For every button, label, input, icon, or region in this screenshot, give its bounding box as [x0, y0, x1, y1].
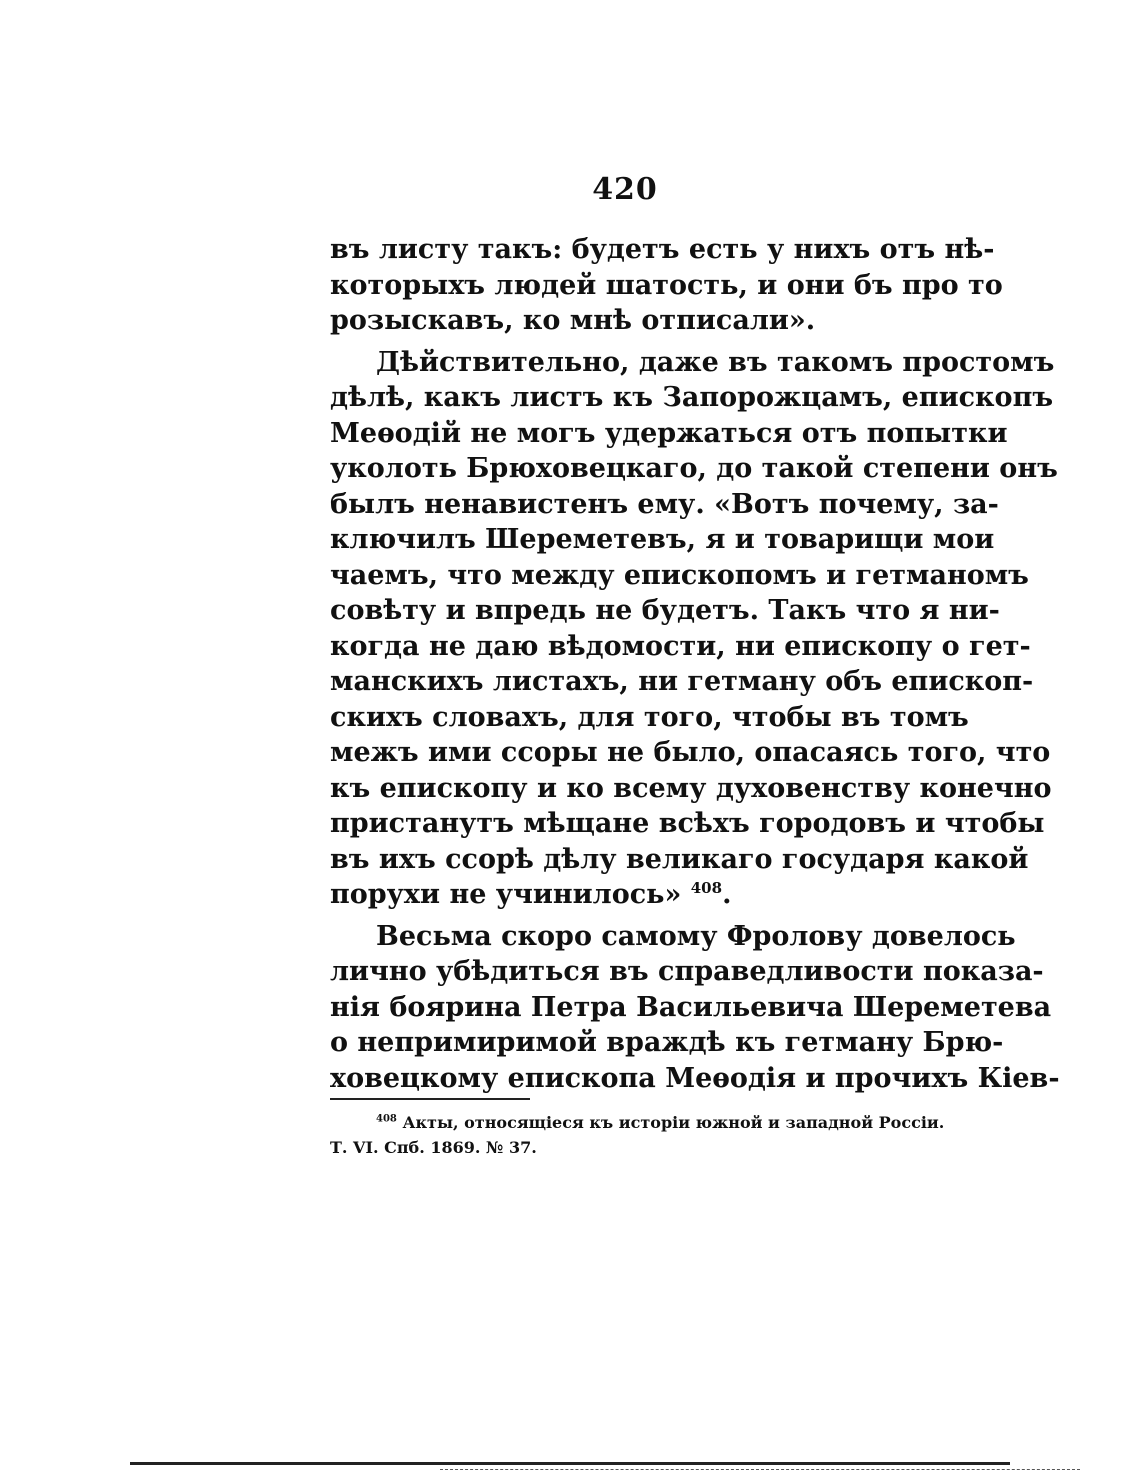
footnote-reference: 408: [690, 879, 723, 897]
text-line: [330, 700, 969, 736]
text-line: [330, 919, 1016, 955]
text-line-content: Меѳодій не могъ удержаться отъ попытки: [330, 417, 1008, 449]
text-line-content: былъ ненавистенъ ему. «Вотъ почему, за-: [330, 488, 999, 520]
text-line-content: пристанутъ мѣщане всѣхъ городовъ и чтобы: [330, 808, 1045, 839]
text-line-content: ключилъ Шереметевъ, я и товарищи мои: [330, 524, 995, 555]
text-line-content: ховецкому епископа Меѳодія и прочихъ Кіев-: [330, 1062, 1060, 1094]
text-line: [330, 842, 1029, 878]
footnote-text: Т. VI. Спб. 1869. № 37.: [330, 1138, 537, 1157]
text-line: [330, 487, 999, 523]
footnote-divider: [330, 1098, 530, 1100]
text-line: [330, 268, 1003, 304]
text-line-content: порухи не учинилось»: [330, 879, 682, 910]
text-line-content: манскихъ листахъ, ни гетману объ епископ-: [330, 666, 1034, 697]
scan-edge-line: [130, 1462, 1010, 1465]
footnote-mark: 408: [376, 1113, 397, 1125]
text-line-content: лично убѣдиться въ справедливости показа-: [330, 956, 1044, 987]
text-line: [330, 232, 995, 268]
footnote-line: [330, 1135, 921, 1160]
text-line: [330, 416, 1008, 452]
text-line-content: о непримиримой враждѣ къ гетману Брю-: [330, 1027, 1004, 1058]
text-line-content: розыскавъ, ко мнѣ отписали».: [330, 305, 816, 336]
text-line-content: когда не даю вѣдомости, ни епископу о гет-: [330, 630, 1031, 662]
text-line: [330, 380, 1054, 416]
text-line: [330, 877, 921, 913]
text-line: [330, 558, 1029, 594]
text-line-content: скихъ словахъ, для того, чтобы въ томъ: [330, 701, 969, 733]
footnote-line: [330, 1110, 945, 1135]
text-line: [330, 522, 995, 558]
text-line: [330, 629, 1031, 665]
text-line: [330, 1061, 1060, 1097]
text-line-content: къ епископу и ко всему духовенству конечно: [330, 772, 1052, 804]
text-line: [330, 451, 1058, 487]
text-line-content: совѣту и впредь не будетъ. Такъ что я ни-: [330, 595, 1000, 626]
punctuation: .: [722, 879, 732, 910]
text-line: [330, 303, 921, 339]
text-line-content: которыхъ людей шатость, и они бъ про то: [330, 269, 1003, 301]
text-line: [330, 1025, 1004, 1061]
text-line: [330, 954, 1044, 990]
text-line-content: уколоть Брюховецкаго, до такой степени онъ: [330, 453, 1058, 484]
text-line-content: Дѣйствительно, даже въ такомъ простомъ: [376, 346, 1055, 378]
text-line: [330, 771, 1052, 807]
text-line-content: нія боярина Петра Васильевича Шереметева: [330, 991, 1052, 1023]
footnote-text: Акты, относящіеся къ исторіи южной и западной Россіи.: [402, 1113, 945, 1132]
footnote: [330, 1110, 945, 1160]
text-line-content: въ листу такъ: будетъ есть у нихъ отъ нѣ-: [330, 234, 995, 265]
text-line-content: чаемъ, что между епископомъ и гетманомъ: [330, 559, 1029, 591]
text-line: [330, 990, 1052, 1026]
text-line: [330, 806, 1045, 842]
text-line: [330, 664, 1034, 700]
page-number: 420: [592, 172, 658, 207]
text-line: [330, 345, 1055, 381]
scan-edge-line: [440, 1469, 1080, 1470]
text-line-content: дѣлѣ, какъ листъ къ Запорожцамъ, епископъ: [330, 382, 1054, 413]
text-line-content: въ ихъ ссорѣ дѣлу великаго государя какой: [330, 843, 1029, 875]
text-line: [330, 593, 1000, 629]
text-line-content: межъ ими ссоры не было, опасаясь того, что: [330, 737, 1051, 768]
body-text: [330, 232, 1060, 1096]
text-line-content: Весьма скоро самому Фролову довелось: [376, 920, 1016, 952]
text-line: [330, 735, 1051, 771]
